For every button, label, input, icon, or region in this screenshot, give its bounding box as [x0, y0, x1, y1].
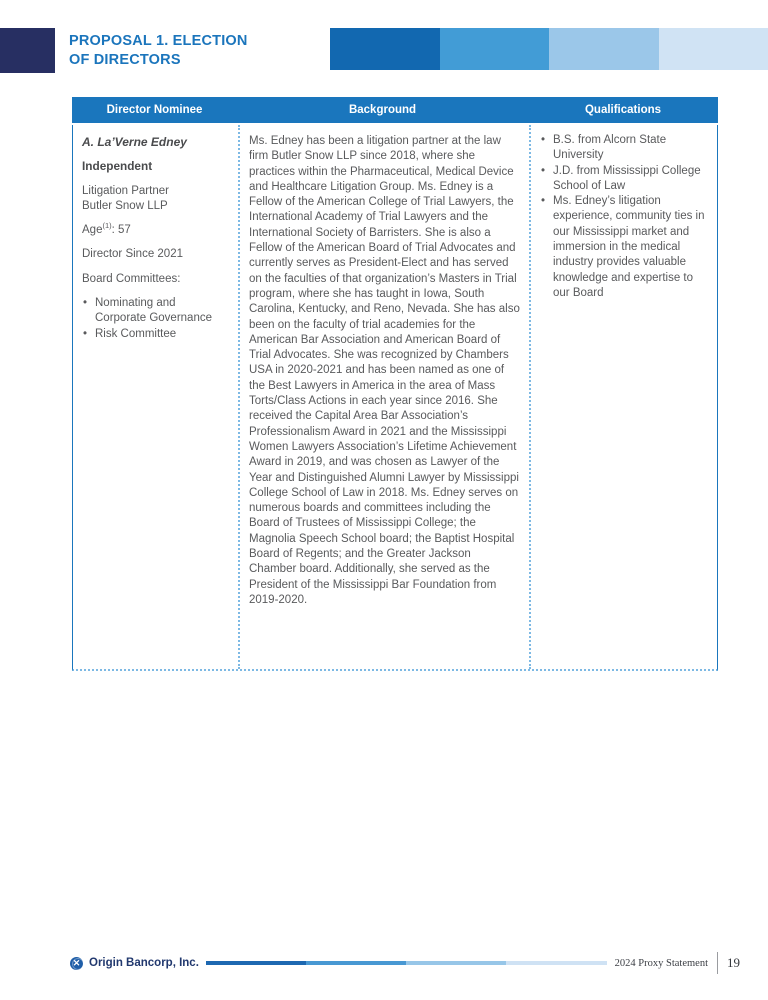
table-header-row: [72, 97, 718, 123]
footer-accent-line: [206, 961, 607, 965]
page-number: 19: [727, 955, 740, 970]
nominee-firm: Butler Snow LLP: [82, 199, 168, 212]
column-header-background: Background: [348, 104, 417, 116]
footer-divider: [717, 952, 718, 974]
cell-background: [238, 125, 529, 669]
footer-line-segment-2: [306, 961, 406, 965]
committees-list: [82, 296, 229, 342]
nominee-director-since: Director Since 2021: [82, 248, 183, 261]
header-accent-square: [0, 28, 55, 73]
footer-line-segment-1: [206, 961, 306, 965]
qualification-item: • B.S. from Alcorn State University: [540, 133, 710, 164]
age-footnote: (1): [102, 221, 112, 231]
cell-qualifications: [529, 125, 719, 669]
background-paragraph: Ms. Edney has been a litigation partner at the law firm Butler Snow LLP since 2018, where she practices within the Pharmaceutical, Medical Device and Healthcare Litigation Group. Ms. Edney is a Fellow of the American College of Trial Lawyers, the International Academy of Trial Lawyers and the International Society of Barristers. She is also a Fellow of the American Board of Trial Advocates and currently serves as President-Elect and has served on the faculties of that organization’s Masters in Trial program, where she has taught in Iowa, South Carolina, Kentucky, and Reno, Nevada. She has also been on the faculty of trial academies for the American Bar Association and American Board of Trial Advocates. She was recognized by Chambers USA in 2020-2021 and has been named as one of the Best Lawyers in America in the area of Mass Torts/Class Actions in each year since 2016. She received the Capital Area Bar Association’s Professionalism Award in 2021 and the Mississippi Women Lawyers Association’s Lifetime Achievement Award in 2019, and was chosen as Lawyer of the Year and Distinguished Alumni Lawyer by Mississippi College School of Law in 2018. Ms. Edney serves on numerous boards and committees including the Board of Trustees of Mississippi College; the Magnolia Speech School board; the Baptist Hospital Board of Regents; and the Greater Jackson Chamber board. Additionally, she served as the President of the Mississippi Bar Foundation from 2019-2020.: [249, 135, 520, 606]
age-value: : 57: [111, 224, 131, 237]
nominee-independence: Independent: [82, 159, 153, 174]
page-title-line2: OF DIRECTORS: [69, 52, 181, 68]
footer-company-name: Origin Bancorp, Inc.: [89, 957, 199, 969]
qualifications-list: [540, 133, 710, 301]
header-accent-segment-2: [440, 28, 550, 70]
footer-line-segment-3: [406, 961, 506, 965]
column-header-qualifications: Qualifications: [584, 104, 662, 116]
header-accent-bar: [330, 28, 768, 70]
table-row: [72, 125, 718, 671]
nominee-name: A. La’Verne Edney: [82, 135, 187, 149]
origin-bancorp-logo-icon: [70, 957, 83, 970]
committee-item: • Nominating and Corporate Governance: [82, 296, 229, 327]
footer-document-title: 2024 Proxy Statement: [614, 957, 708, 969]
director-nominee-table: [72, 97, 718, 671]
page-footer: [70, 954, 740, 972]
header-accent-segment-4: [659, 28, 768, 70]
nominee-job-title: Litigation Partner: [82, 184, 169, 197]
header-accent-segment-1: [330, 28, 440, 70]
page-title: [69, 32, 248, 70]
header-accent-segment-3: [549, 28, 659, 70]
nominee-title-block: [82, 184, 229, 215]
page-title-line1: PROPOSAL 1. ELECTION: [69, 33, 248, 49]
nominee-age: [82, 223, 229, 238]
qualification-item: • Ms. Edney’s litigation experience, community ties in our Mississippi market and immersion in the medical industry provides valuable knowledge and expertise to our Board: [540, 194, 710, 301]
footer-line-segment-4: [506, 961, 606, 965]
qualification-item: • J.D. from Mississippi College School of Law: [540, 164, 710, 195]
column-header-director-nominee: Director Nominee: [106, 104, 203, 116]
board-committees-label: Board Committees:: [82, 272, 181, 285]
committee-item: • Risk Committee: [82, 327, 229, 342]
cell-director-nominee: [73, 125, 238, 669]
age-label: Age: [82, 224, 103, 237]
